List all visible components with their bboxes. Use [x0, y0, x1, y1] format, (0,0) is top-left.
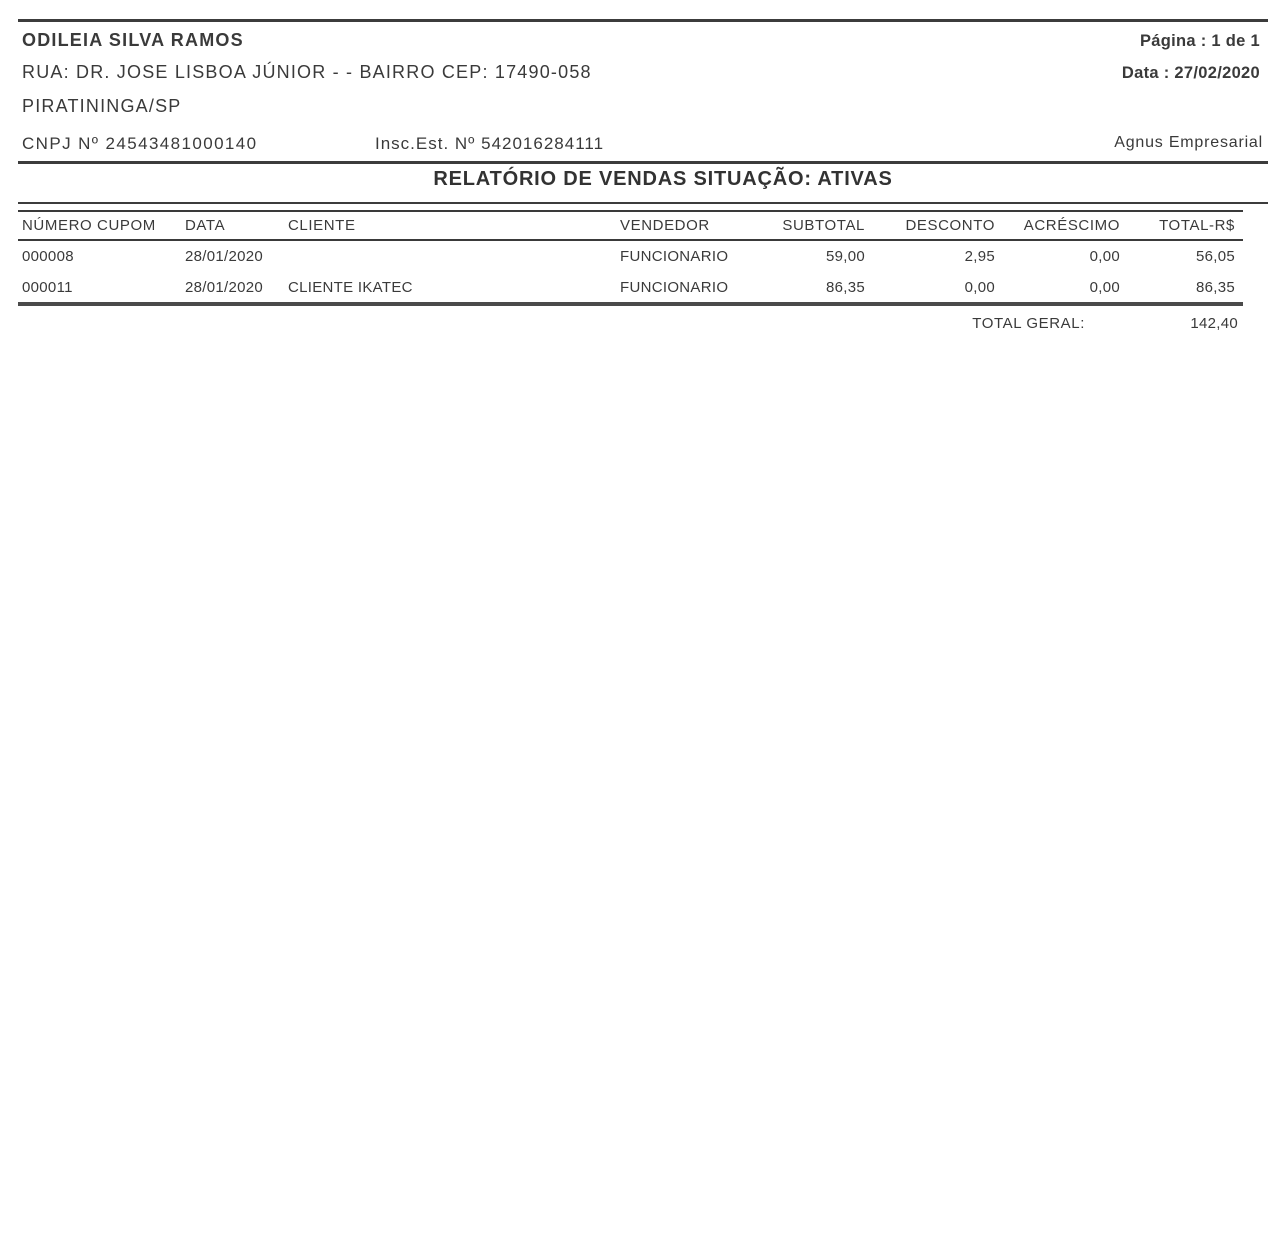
- col-header-acrescimo: ACRÉSCIMO: [998, 211, 1122, 240]
- address-row: [22, 62, 1260, 83]
- company-cnpj: CNPJ Nº 24543481000140: [22, 134, 258, 153]
- col-header-total: TOTAL-R$: [1122, 211, 1243, 240]
- cell-cliente: [286, 240, 620, 272]
- cell-numero-cupom: 000011: [22, 278, 73, 296]
- cell-acrescimo: 0,00: [1089, 248, 1120, 265]
- col-header-subtotal: SUBTOTAL: [768, 211, 868, 240]
- company-city: PIRATININGA/SP: [22, 96, 182, 116]
- title-separator-rule: [18, 202, 1268, 204]
- grand-total-row: [18, 315, 1243, 335]
- company-state-registration: Insc.Est. Nº 542016284111: [375, 134, 605, 153]
- cell-desconto: 2,95: [964, 248, 995, 265]
- report-title: RELATÓRIO DE VENDAS SITUAÇÃO: ATIVAS: [433, 168, 893, 190]
- cell-cliente: CLIENTE IKATEC: [288, 278, 413, 296]
- cell-total: 86,35: [1195, 278, 1235, 296]
- cell-numero-cupom: 000008: [22, 248, 74, 265]
- company-row: [22, 30, 1260, 51]
- cell-subtotal: 59,00: [825, 248, 865, 265]
- header-separator-rule: [18, 161, 1268, 164]
- col-header-data: DATA: [183, 211, 286, 240]
- report-date: Data : 27/02/2020: [1121, 64, 1260, 82]
- cell-subtotal: 86,35: [825, 278, 865, 296]
- table-row: [18, 272, 1243, 304]
- cell-vendedor: FUNCIONARIO: [620, 248, 729, 265]
- company-name: ODILEIA SILVA RAMOS: [22, 30, 244, 50]
- company-address: RUA: DR. JOSE LISBOA JÚNIOR - - BAIRRO CEP: 17490-058: [22, 62, 592, 82]
- sales-table: [18, 210, 1243, 306]
- col-header-desconto: DESCONTO: [868, 211, 998, 240]
- cell-vendedor: FUNCIONARIO: [620, 278, 729, 296]
- table-row: [18, 240, 1243, 272]
- col-header-vendedor: VENDEDOR: [620, 211, 768, 240]
- col-header-cliente: CLIENTE: [286, 211, 620, 240]
- cell-data: 28/01/2020: [185, 278, 264, 296]
- page-info: Página : 1 de 1: [1139, 32, 1260, 50]
- system-name: Agnus Empresarial: [1114, 134, 1263, 151]
- cell-total: 56,05: [1195, 248, 1235, 265]
- grand-total-label: TOTAL GERAL:: [972, 315, 1085, 332]
- cell-acrescimo: 0,00: [1089, 278, 1120, 296]
- grand-total-value: 142,40: [1190, 315, 1238, 332]
- table-header-row: [18, 211, 1243, 240]
- cell-desconto: 0,00: [964, 278, 995, 296]
- col-header-numero-cupom: NÚMERO CUPOM: [18, 211, 183, 240]
- top-rule: [18, 19, 1268, 22]
- cell-data: 28/01/2020: [185, 248, 264, 265]
